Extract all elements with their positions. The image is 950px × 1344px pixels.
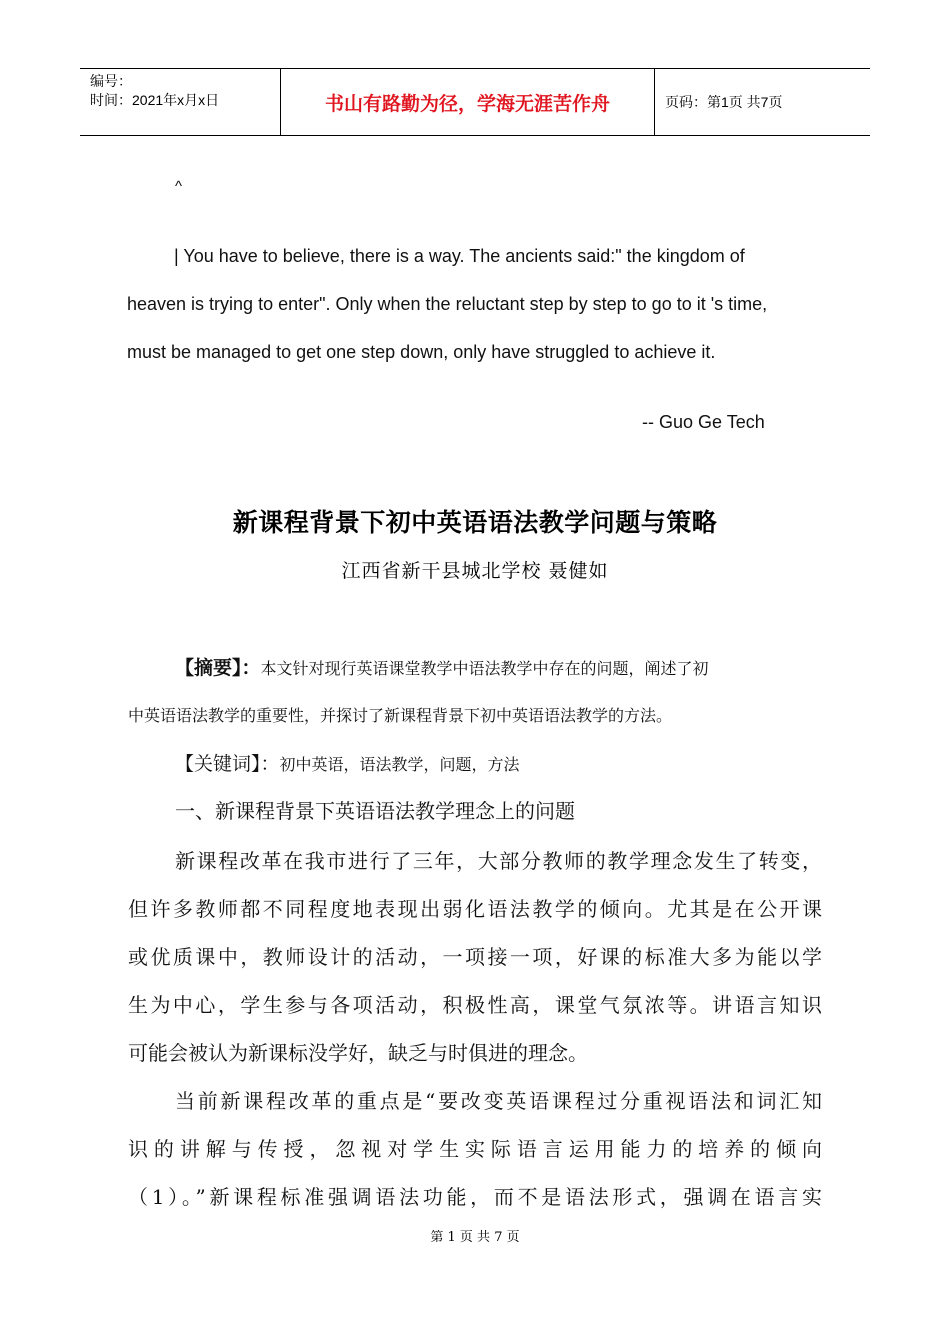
english-line-1: | You have to believe, there is a way. The ancients said:" the kingdom of bbox=[174, 246, 745, 266]
english-line-3: must be managed to get one step down, only have struggled to achieve it. bbox=[127, 342, 716, 362]
abstract-label: 【摘要】： bbox=[175, 657, 261, 679]
document-header bbox=[80, 68, 870, 136]
para1-line-3: 或优质课中，教师设计的活动，一项接一项，好课的标准大多为能以学 bbox=[128, 945, 822, 969]
para2-line-1: 当前新课程改革的重点是“要改变英语课程过分重视语法和词汇知 bbox=[175, 1089, 822, 1113]
caret-mark: ^ bbox=[175, 178, 183, 195]
time-label: 时间：2021年x月x日 bbox=[90, 92, 220, 108]
para1-line-5: 可能会被认为新课标没学好，缺乏与时俱进的理念。 bbox=[128, 1041, 588, 1065]
para1-line-2: 但许多教师都不同程度地表现出弱化语法教学的倾向。尤其是在公开课 bbox=[128, 897, 822, 921]
keywords-line bbox=[175, 749, 822, 776]
para1-line-4: 生为中心，学生参与各项活动，积极性高，课堂气氛浓等。讲语言知识 bbox=[128, 993, 822, 1017]
abstract-line-1 bbox=[175, 653, 822, 680]
keywords-label: 【关键词】： bbox=[175, 753, 280, 775]
number-label: 编号： bbox=[90, 73, 132, 89]
english-signature: -- Guo Ge Tech bbox=[642, 412, 765, 432]
para2-line-3: （1）。”新课程标准强调语法功能，而不是语法形式，强调在语言实 bbox=[128, 1185, 822, 1209]
page-footer: 第 1 页 共 7 页 bbox=[430, 1230, 520, 1245]
article-title: 新课程背景下初中英语语法教学问题与策略 bbox=[232, 508, 718, 537]
header-meta-cell bbox=[80, 69, 281, 135]
motto-text: 书山有路勤为径，学海无涯苦作舟 bbox=[324, 92, 610, 115]
page-info: 页码：第1页 共7页 bbox=[665, 94, 783, 110]
keywords-text: 初中英语，语法教学，问题，方法 bbox=[279, 755, 520, 774]
section-1-heading: 一、新课程背景下英语语法教学理念上的问题 bbox=[175, 799, 575, 823]
header-page-cell bbox=[655, 69, 870, 135]
header-motto-cell bbox=[281, 69, 655, 135]
article-author: 江西省新干县城北学校 聂健如 bbox=[341, 560, 609, 582]
abstract-text-1: 本文针对现行英语课堂教学中语法教学中存在的问题，阐述了初 bbox=[260, 659, 709, 678]
abstract-line-2: 中英语语法教学的重要性，并探讨了新课程背景下初中英语语法教学的方法。 bbox=[128, 706, 673, 725]
english-line-2: heaven is trying to enter". Only when the reluctant step by step to go to it 's time, bbox=[127, 294, 768, 314]
para1-line-1: 新课程改革在我市进行了三年，大部分教师的教学理念发生了转变， bbox=[175, 849, 822, 873]
para2-line-2: 识的讲解与传授，忽视对学生实际语言运用能力的培养的倾向 bbox=[128, 1137, 822, 1161]
